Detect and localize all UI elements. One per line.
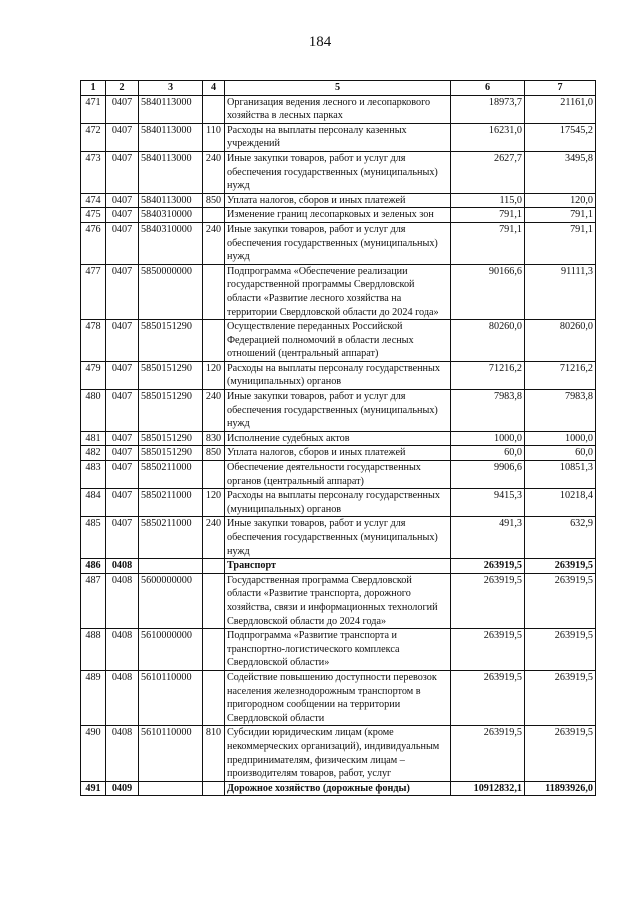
target-code: 5840113000 [139, 193, 203, 208]
target-code: 5840113000 [139, 95, 203, 123]
expense-type: 120 [203, 489, 225, 517]
table-row [81, 446, 596, 461]
row-number: 484 [81, 489, 106, 517]
item-name: Подпрограмма «Обеспечение реализации государственной программы Свердловской области «Развитие лесного хозяйства на территории Свердловской области до 2024 года» [225, 264, 451, 319]
amount-col-6: 791,1 [451, 208, 525, 223]
item-name: Расходы на выплаты персоналу государственных (муниципальных) органов [225, 489, 451, 517]
amount-col-6: 491,3 [451, 517, 525, 559]
row-number: 487 [81, 573, 106, 628]
table-header-row [81, 81, 596, 96]
target-code: 5850151290 [139, 431, 203, 446]
section-code: 0407 [106, 151, 139, 193]
amount-col-7: 632,9 [525, 517, 596, 559]
amount-col-7: 1000,0 [525, 431, 596, 446]
amount-col-7: 263919,5 [525, 573, 596, 628]
budget-table [80, 80, 596, 796]
row-number: 475 [81, 208, 106, 223]
amount-col-6: 263919,5 [451, 726, 525, 781]
item-name: Расходы на выплаты персоналу казенных учреждений [225, 123, 451, 151]
section-code: 0407 [106, 361, 139, 389]
amount-col-6: 90166,6 [451, 264, 525, 319]
amount-col-7: 71216,2 [525, 361, 596, 389]
section-code: 0409 [106, 781, 139, 796]
target-code: 5840310000 [139, 222, 203, 264]
section-code: 0407 [106, 461, 139, 489]
item-name: Дорожное хозяйство (дорожные фонды) [225, 781, 451, 796]
expense-type [203, 208, 225, 223]
table-row [81, 517, 596, 559]
expense-type [203, 573, 225, 628]
target-code: 5840310000 [139, 208, 203, 223]
item-name: Иные закупки товаров, работ и услуг для обеспечения государственных (муниципальных) нужд [225, 151, 451, 193]
amount-col-6: 263919,5 [451, 573, 525, 628]
row-number: 476 [81, 222, 106, 264]
target-code: 5840113000 [139, 151, 203, 193]
item-name: Транспорт [225, 559, 451, 574]
expense-type: 110 [203, 123, 225, 151]
expense-type [203, 559, 225, 574]
section-code: 0407 [106, 208, 139, 223]
table-row [81, 361, 596, 389]
item-name: Уплата налогов, сборов и иных платежей [225, 193, 451, 208]
table-row [81, 461, 596, 489]
row-number: 489 [81, 670, 106, 725]
table-row [81, 264, 596, 319]
table-row [81, 208, 596, 223]
row-number: 481 [81, 431, 106, 446]
amount-col-7: 120,0 [525, 193, 596, 208]
section-code: 0407 [106, 390, 139, 432]
expense-type: 850 [203, 446, 225, 461]
section-code: 0407 [106, 95, 139, 123]
table-row [81, 781, 596, 796]
table-row [81, 489, 596, 517]
section-code: 0408 [106, 559, 139, 574]
amount-col-6: 71216,2 [451, 361, 525, 389]
section-code: 0407 [106, 431, 139, 446]
section-code: 0407 [106, 264, 139, 319]
amount-col-6: 263919,5 [451, 559, 525, 574]
amount-col-7: 60,0 [525, 446, 596, 461]
target-code: 5610110000 [139, 670, 203, 725]
amount-col-7: 263919,5 [525, 629, 596, 671]
row-number: 482 [81, 446, 106, 461]
header-col-6: 6 [451, 81, 525, 96]
row-number: 486 [81, 559, 106, 574]
amount-col-7: 263919,5 [525, 670, 596, 725]
expense-type [203, 461, 225, 489]
item-name: Субсидии юридическим лицам (кроме некоммерческих организаций), индивидуальным предпринимателям, физическим лицам – производителям товаров, работ, услуг [225, 726, 451, 781]
amount-col-6: 60,0 [451, 446, 525, 461]
header-col-7: 7 [525, 81, 596, 96]
row-number: 483 [81, 461, 106, 489]
amount-col-6: 80260,0 [451, 320, 525, 362]
row-number: 490 [81, 726, 106, 781]
header-col-5: 5 [225, 81, 451, 96]
amount-col-6: 9415,3 [451, 489, 525, 517]
item-name: Подпрограмма «Развитие транспорта и транспортно-логистического комплекса Свердловской области» [225, 629, 451, 671]
amount-col-6: 263919,5 [451, 670, 525, 725]
table-row [81, 390, 596, 432]
section-code: 0408 [106, 726, 139, 781]
amount-col-7: 263919,5 [525, 726, 596, 781]
header-col-4: 4 [203, 81, 225, 96]
item-name: Изменение границ лесопарковых и зеленых зон [225, 208, 451, 223]
amount-col-6: 16231,0 [451, 123, 525, 151]
item-name: Исполнение судебных актов [225, 431, 451, 446]
item-name: Уплата налогов, сборов и иных платежей [225, 446, 451, 461]
target-code [139, 781, 203, 796]
table-row [81, 559, 596, 574]
expense-type: 240 [203, 222, 225, 264]
amount-col-6: 18973,7 [451, 95, 525, 123]
item-name: Содействие повышению доступности перевозок населения железнодорожным транспортом в пригородном сообщении на территории Свердловской области [225, 670, 451, 725]
amount-col-7: 10218,4 [525, 489, 596, 517]
table-row [81, 95, 596, 123]
expense-type: 240 [203, 517, 225, 559]
amount-col-7: 11893926,0 [525, 781, 596, 796]
amount-col-7: 7983,8 [525, 390, 596, 432]
expense-type [203, 629, 225, 671]
target-code: 5850000000 [139, 264, 203, 319]
section-code: 0407 [106, 123, 139, 151]
row-number: 488 [81, 629, 106, 671]
target-code: 5850211000 [139, 489, 203, 517]
section-code: 0407 [106, 489, 139, 517]
header-col-2: 2 [106, 81, 139, 96]
amount-col-7: 263919,5 [525, 559, 596, 574]
amount-col-7: 10851,3 [525, 461, 596, 489]
target-code: 5840113000 [139, 123, 203, 151]
expense-type: 240 [203, 390, 225, 432]
amount-col-6: 263919,5 [451, 629, 525, 671]
row-number: 474 [81, 193, 106, 208]
table-row [81, 726, 596, 781]
target-code: 5850211000 [139, 461, 203, 489]
target-code: 5610000000 [139, 629, 203, 671]
target-code: 5600000000 [139, 573, 203, 628]
table-row [81, 320, 596, 362]
item-name: Расходы на выплаты персоналу государственных (муниципальных) органов [225, 361, 451, 389]
table-row [81, 123, 596, 151]
target-code: 5850151290 [139, 361, 203, 389]
row-number: 477 [81, 264, 106, 319]
table-row [81, 151, 596, 193]
header-col-1: 1 [81, 81, 106, 96]
section-code: 0407 [106, 320, 139, 362]
row-number: 471 [81, 95, 106, 123]
header-col-3: 3 [139, 81, 203, 96]
row-number: 472 [81, 123, 106, 151]
table-row [81, 431, 596, 446]
row-number: 480 [81, 390, 106, 432]
row-number: 491 [81, 781, 106, 796]
expense-type [203, 95, 225, 123]
amount-col-7: 91111,3 [525, 264, 596, 319]
amount-col-7: 21161,0 [525, 95, 596, 123]
expense-type: 810 [203, 726, 225, 781]
amount-col-6: 9906,6 [451, 461, 525, 489]
expense-type [203, 320, 225, 362]
section-code: 0407 [106, 517, 139, 559]
target-code: 5850151290 [139, 320, 203, 362]
item-name: Обеспечение деятельности государственных органов (центральный аппарат) [225, 461, 451, 489]
expense-type [203, 264, 225, 319]
amount-col-6: 7983,8 [451, 390, 525, 432]
item-name: Иные закупки товаров, работ и услуг для обеспечения государственных (муниципальных) нужд [225, 517, 451, 559]
amount-col-6: 10912832,1 [451, 781, 525, 796]
section-code: 0407 [106, 446, 139, 461]
section-code: 0407 [106, 222, 139, 264]
target-code [139, 559, 203, 574]
expense-type [203, 670, 225, 725]
expense-type: 240 [203, 151, 225, 193]
item-name: Иные закупки товаров, работ и услуг для обеспечения государственных (муниципальных) нужд [225, 222, 451, 264]
amount-col-6: 791,1 [451, 222, 525, 264]
expense-type: 850 [203, 193, 225, 208]
target-code: 5610110000 [139, 726, 203, 781]
expense-type: 120 [203, 361, 225, 389]
table-row [81, 670, 596, 725]
section-code: 0408 [106, 670, 139, 725]
amount-col-7: 3495,8 [525, 151, 596, 193]
row-number: 473 [81, 151, 106, 193]
table-row [81, 193, 596, 208]
item-name: Государственная программа Свердловской области «Развитие транспорта, дорожного хозяйства, связи и информационных технологий Свердловской области до 2024 года» [225, 573, 451, 628]
target-code: 5850211000 [139, 517, 203, 559]
row-number: 479 [81, 361, 106, 389]
table-row [81, 629, 596, 671]
expense-type: 830 [203, 431, 225, 446]
section-code: 0408 [106, 629, 139, 671]
item-name: Осуществление переданных Российской Федерацией полномочий в области лесных отношений (центральный аппарат) [225, 320, 451, 362]
amount-col-7: 80260,0 [525, 320, 596, 362]
amount-col-6: 115,0 [451, 193, 525, 208]
expense-type [203, 781, 225, 796]
target-code: 5850151290 [139, 390, 203, 432]
table-row [81, 222, 596, 264]
target-code: 5850151290 [139, 446, 203, 461]
item-name: Организация ведения лесного и лесопаркового хозяйства в лесных парках [225, 95, 451, 123]
section-code: 0407 [106, 193, 139, 208]
amount-col-6: 2627,7 [451, 151, 525, 193]
row-number: 478 [81, 320, 106, 362]
amount-col-7: 791,1 [525, 222, 596, 264]
item-name: Иные закупки товаров, работ и услуг для обеспечения государственных (муниципальных) нужд [225, 390, 451, 432]
page-number: 184 [308, 34, 332, 50]
section-code: 0408 [106, 573, 139, 628]
amount-col-7: 791,1 [525, 208, 596, 223]
row-number: 485 [81, 517, 106, 559]
amount-col-6: 1000,0 [451, 431, 525, 446]
table-row [81, 573, 596, 628]
amount-col-7: 17545,2 [525, 123, 596, 151]
